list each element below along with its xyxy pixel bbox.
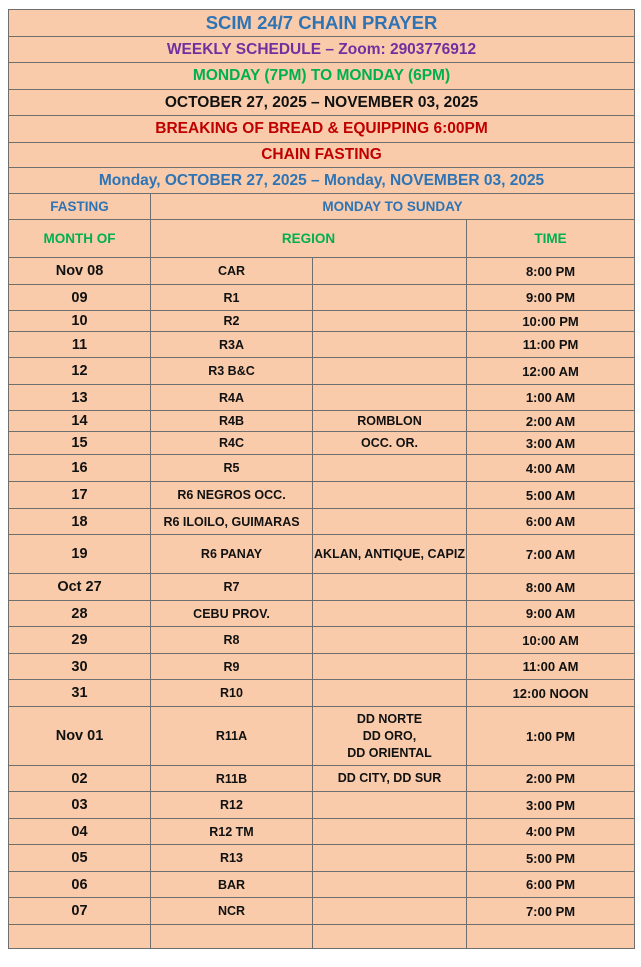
schedule-row	[9, 601, 635, 627]
time-cell: 9:00 PM	[467, 285, 635, 311]
schedule-row	[9, 311, 635, 332]
region-cell: BAR	[151, 872, 313, 898]
region-cell: R12 TM	[151, 819, 313, 845]
time-cell: 2:00 PM	[467, 766, 635, 792]
breaking-of-bread-line: BREAKING OF BREAD & EQUIPPING 6:00PM	[9, 116, 635, 143]
time-cell: 5:00 PM	[467, 845, 635, 872]
fasting-day-cell: 11	[9, 332, 151, 358]
region-cell: R1	[151, 285, 313, 311]
time-column-header: TIME	[467, 220, 635, 258]
fasting-day-cell: 06	[9, 872, 151, 898]
time-cell: 8:00 PM	[467, 258, 635, 285]
month-of-column-header: MONTH OF	[9, 220, 151, 258]
region-cell: R3A	[151, 332, 313, 358]
schedule-row	[9, 707, 635, 766]
fasting-day-cell: 02	[9, 766, 151, 792]
region-cell: R3 B&C	[151, 358, 313, 385]
schedule-row	[9, 432, 635, 455]
schedule-row	[9, 258, 635, 285]
region-cell: CEBU PROV.	[151, 601, 313, 627]
schedule-title: SCIM 24/7 CHAIN PRAYER	[9, 10, 635, 37]
time-cell: 9:00 AM	[467, 601, 635, 627]
schedule-row	[9, 482, 635, 509]
fasting-day-cell: 14	[9, 411, 151, 432]
time-cell: 10:00 PM	[467, 311, 635, 332]
area-cell	[313, 898, 467, 925]
schedule-row	[9, 574, 635, 601]
region-cell: R13	[151, 845, 313, 872]
area-cell	[313, 925, 467, 949]
region-cell: R10	[151, 680, 313, 707]
fasting-day-cell: 30	[9, 654, 151, 680]
fasting-column-header: FASTING	[9, 194, 151, 220]
area-cell: DD NORTE DD ORO, DD ORIENTAL	[313, 707, 467, 766]
time-cell: 4:00 AM	[467, 455, 635, 482]
schedule-row	[9, 535, 635, 574]
fasting-day-cell: 10	[9, 311, 151, 332]
time-cell: 10:00 AM	[467, 627, 635, 654]
region-cell: R6 ILOILO, GUIMARAS	[151, 509, 313, 535]
schedule-row	[9, 766, 635, 792]
time-cell: 6:00 AM	[467, 509, 635, 535]
fasting-day-cell: 15	[9, 432, 151, 455]
fasting-day-cell: 29	[9, 627, 151, 654]
time-cell: 11:00 AM	[467, 654, 635, 680]
time-cell: 2:00 AM	[467, 411, 635, 432]
area-cell	[313, 258, 467, 285]
fasting-day-cell: 28	[9, 601, 151, 627]
fasting-day-cell: 17	[9, 482, 151, 509]
schedule-row	[9, 819, 635, 845]
time-cell: 1:00 AM	[467, 385, 635, 411]
area-cell	[313, 627, 467, 654]
time-cell: 12:00 AM	[467, 358, 635, 385]
fasting-day-cell: 16	[9, 455, 151, 482]
schedule-row	[9, 845, 635, 872]
area-cell	[313, 601, 467, 627]
region-cell: R4C	[151, 432, 313, 455]
weekly-zoom-line: WEEKLY SCHEDULE – Zoom: 2903776912	[9, 37, 635, 63]
fasting-day-cell: Oct 27	[9, 574, 151, 601]
area-cell	[313, 654, 467, 680]
time-cell: 3:00 PM	[467, 792, 635, 819]
schedule-row	[9, 627, 635, 654]
time-cell	[467, 925, 635, 949]
area-cell	[313, 680, 467, 707]
chain-fasting-title: CHAIN FASTING	[9, 143, 635, 168]
time-cell: 8:00 AM	[467, 574, 635, 601]
time-cell: 6:00 PM	[467, 872, 635, 898]
area-cell	[313, 509, 467, 535]
fasting-day-cell: Nov 01	[9, 707, 151, 766]
area-cell: ROMBLON	[313, 411, 467, 432]
time-cell: 12:00 NOON	[467, 680, 635, 707]
region-cell: R5	[151, 455, 313, 482]
time-cell: 7:00 PM	[467, 898, 635, 925]
fasting-day-cell: 18	[9, 509, 151, 535]
schedule-row	[9, 285, 635, 311]
schedule-row	[9, 680, 635, 707]
time-cell: 3:00 AM	[467, 432, 635, 455]
region-cell: R9	[151, 654, 313, 680]
fasting-day-cell: 04	[9, 819, 151, 845]
area-cell	[313, 455, 467, 482]
region-cell: R7	[151, 574, 313, 601]
fasting-day-cell: 31	[9, 680, 151, 707]
fasting-day-cell: Nov 08	[9, 258, 151, 285]
fasting-date-range: Monday, OCTOBER 27, 2025 – Monday, NOVEMBER 03, 2025	[9, 168, 635, 194]
time-cell: 1:00 PM	[467, 707, 635, 766]
time-cell: 5:00 AM	[467, 482, 635, 509]
chain-prayer-schedule-table	[8, 9, 635, 949]
schedule-row	[9, 792, 635, 819]
schedule-row	[9, 411, 635, 432]
area-cell: AKLAN, ANTIQUE, CAPIZ	[313, 535, 467, 574]
region-cell: R6 NEGROS OCC.	[151, 482, 313, 509]
fasting-day-cell: 07	[9, 898, 151, 925]
area-cell	[313, 482, 467, 509]
fasting-day-cell: 12	[9, 358, 151, 385]
region-cell	[151, 925, 313, 949]
fasting-day-cell: 19	[9, 535, 151, 574]
schedule-row	[9, 925, 635, 949]
schedule-row	[9, 872, 635, 898]
region-cell: R12	[151, 792, 313, 819]
schedule-row	[9, 509, 635, 535]
fasting-day-cell	[9, 925, 151, 949]
area-cell: OCC. OR.	[313, 432, 467, 455]
schedule-row	[9, 332, 635, 358]
schedule-row	[9, 385, 635, 411]
time-cell: 11:00 PM	[467, 332, 635, 358]
region-cell: R11B	[151, 766, 313, 792]
prayer-span-line: MONDAY (7PM) TO MONDAY (6PM)	[9, 63, 635, 90]
fasting-day-cell: 09	[9, 285, 151, 311]
region-cell: NCR	[151, 898, 313, 925]
fasting-day-cell: 13	[9, 385, 151, 411]
region-cell: R11A	[151, 707, 313, 766]
area-cell	[313, 574, 467, 601]
region-cell: R4B	[151, 411, 313, 432]
area-cell	[313, 285, 467, 311]
schedule-row	[9, 898, 635, 925]
area-cell: DD CITY, DD SUR	[313, 766, 467, 792]
date-range-line: OCTOBER 27, 2025 – NOVEMBER 03, 2025	[9, 90, 635, 116]
time-cell: 7:00 AM	[467, 535, 635, 574]
region-cell: CAR	[151, 258, 313, 285]
region-cell: R2	[151, 311, 313, 332]
area-cell	[313, 819, 467, 845]
monday-to-sunday-header: MONDAY TO SUNDAY	[151, 194, 635, 220]
area-cell	[313, 385, 467, 411]
region-column-header: REGION	[151, 220, 467, 258]
schedule-row	[9, 358, 635, 385]
area-cell	[313, 311, 467, 332]
area-cell	[313, 872, 467, 898]
schedule-row	[9, 654, 635, 680]
region-cell: R4A	[151, 385, 313, 411]
fasting-day-cell: 03	[9, 792, 151, 819]
area-cell	[313, 332, 467, 358]
schedule-row	[9, 455, 635, 482]
area-cell	[313, 792, 467, 819]
time-cell: 4:00 PM	[467, 819, 635, 845]
region-cell: R8	[151, 627, 313, 654]
area-cell	[313, 358, 467, 385]
region-cell: R6 PANAY	[151, 535, 313, 574]
fasting-day-cell: 05	[9, 845, 151, 872]
area-cell	[313, 845, 467, 872]
